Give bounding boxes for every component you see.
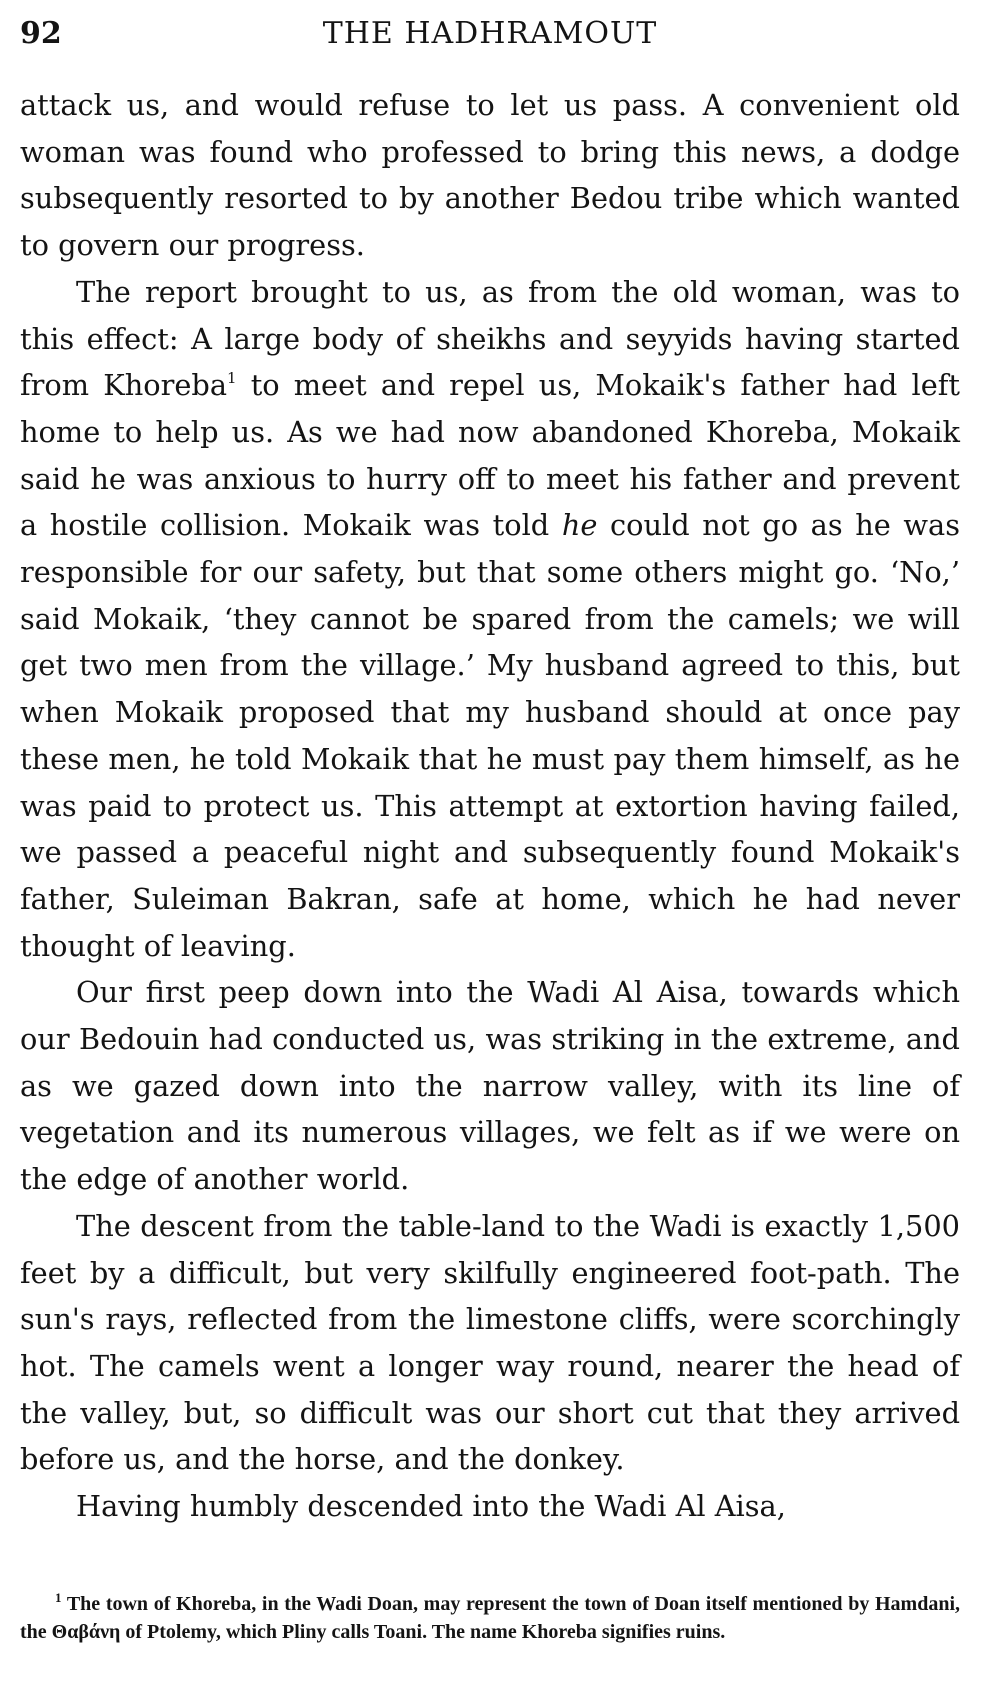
- body-text: [20, 82, 960, 1530]
- footnote-1: [20, 1590, 960, 1646]
- italic-word: he: [561, 508, 598, 543]
- running-head: THE HADHRAMOUT: [322, 16, 658, 51]
- paragraph-3: Our first peep down into the Wadi Al Aisa, towards which our Bedouin had conducted us, was striking in the extreme, and as we gazed down into the narrow valley, with its line of vegetation and its numerous villages, we felt as if we were on the edge of another world.: [20, 975, 960, 1197]
- paragraph-5: Having humbly descended into the Wadi Al Aisa,: [76, 1489, 786, 1524]
- paragraph-2-part-c: could not go as he was responsible for our safety, but that some others might go. ‘No,’ said Mokaik, ‘they cannot be spared from the camels; we will get two men from the village.’ My husband agreed to this, but when Mokaik proposed that my husband should at once pay these men, he told Mokaik that he must pay them himself, as he was paid to protect us. This attempt at extortion having failed, we passed a peaceful night and subsequently found Mokaik's father, Suleiman Bakran, safe at home, which he had never thought of leaving.: [20, 508, 960, 963]
- paragraph-2-part-b: to meet and repel us, Mokaik's father had left home to help us. As we had now abandoned Khoreba, Mokaik said he was anxious to hurry off to meet his father and prevent a hostile collision. Mokaik was told: [20, 368, 960, 543]
- footnote-mark: 1: [55, 1590, 62, 1605]
- paragraph-2: [20, 269, 960, 970]
- footnote-reference[interactable]: 1: [227, 369, 237, 388]
- page-header: [20, 14, 960, 54]
- paragraph-4: The descent from the table-land to the Wadi is exactly 1,500 feet by a difficult, but very skilfully engineered foot-path. The sun's rays, reflected from the limestone cliffs, were scorchingly hot. The camels went a longer way round, nearer the head of the valley, but, so difficult was our short cut that they arrived before us, and the horse, and the donkey.: [20, 1208, 960, 1477]
- paragraph-2-part-a: The report brought to us, as from the old woman, was to this effect: A large body of sheikhs and seyyids having started from Khoreba: [20, 274, 960, 403]
- page-number: 92: [20, 16, 62, 51]
- paragraph-1: attack us, and would refuse to let us pass. A convenient old woman was found who professed to bring this news, a dodge subsequently resorted to by another Bedou tribe which wanted to govern our progress.: [20, 88, 960, 263]
- footnote-text: The town of Khoreba, in the Wadi Doan, may represent the town of Doan itself mentioned by Hamdani, the Θαβάνη of Ptolemy, which Pliny calls Toani. The name Khoreba signifies ruins.: [20, 1593, 961, 1643]
- footnotes: [20, 1590, 960, 1646]
